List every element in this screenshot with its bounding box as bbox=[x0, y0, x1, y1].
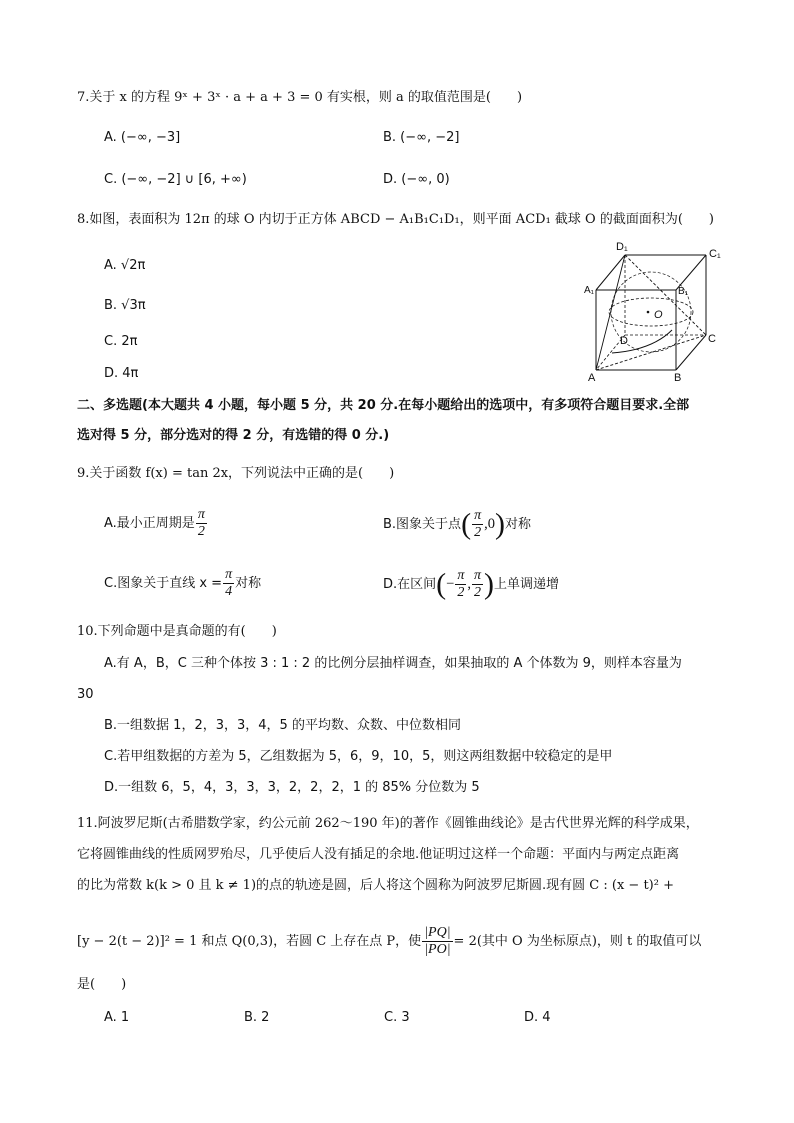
q10-option-a-line2: 30 bbox=[77, 687, 94, 702]
q11-option-c: C. 3 bbox=[384, 1010, 410, 1025]
q9-option-d-text: D.在区间 bbox=[383, 577, 437, 592]
q11-line4-end: = 2(其中 O 为坐标原点)，则 t 的取值可以 bbox=[453, 934, 702, 949]
q9-option-d-tail: 上单调递增 bbox=[494, 577, 560, 592]
q9-option-c: C.图象关于直线 x = $\frac{\pi}{4}$ 对称 bbox=[104, 567, 262, 599]
label-a1: A₁ bbox=[584, 285, 595, 296]
q11-line5: 是( ) bbox=[77, 977, 127, 992]
label-c: C bbox=[708, 333, 716, 345]
q9-option-b-text: B.图象关于点 bbox=[383, 517, 462, 532]
q7-option-a: A. (−∞, −3] bbox=[104, 130, 181, 145]
q8-option-c: C. 2π bbox=[104, 334, 138, 349]
sphere-equator bbox=[609, 298, 693, 326]
q10-option-d: D.一组数 6，5，4，3，3，3，2，2，2，1 的 85% 分位数为 5 bbox=[104, 780, 480, 795]
label-a: A bbox=[588, 372, 596, 384]
q11-line3: 的比为常数 k(k > 0 且 k ≠ 1)的点的轨迹是圆，后人将这个圆称为阿波罗尼斯圆.现有圆 C : (x − t)² + bbox=[77, 878, 674, 893]
q9-stem: 9.关于函数 f(x) = tan 2x，下列说法中正确的是( ) bbox=[77, 466, 395, 481]
q11-line4-start: [y − 2(t − 2)]² = 1 和点 Q(0,3)，若圆 C 上存在点 P，使 bbox=[77, 934, 422, 949]
label-o: O bbox=[654, 309, 663, 321]
q8-option-a: A. √2π bbox=[104, 258, 146, 273]
q7-option-b: B. (−∞, −2] bbox=[383, 130, 460, 145]
q9-option-b-tail: 对称 bbox=[504, 517, 531, 532]
q7-option-c: C. (−∞, −2] ∪ [6, +∞) bbox=[104, 172, 247, 187]
q9-option-b: B.图象关于点( $\frac{\pi}{2}$ ,0)对称 bbox=[383, 507, 531, 541]
q9-option-a bbox=[104, 506, 208, 542]
section2-heading-line2: 选对得 5 分，部分选对的得 2 分，有选错的得 0 分.) bbox=[77, 428, 390, 443]
center-point bbox=[647, 311, 650, 314]
pq-over-po-fraction: $\frac{|PQ|}{|PO|}$ bbox=[424, 925, 451, 957]
cube-sphere-figure bbox=[582, 238, 732, 386]
q10-option-c: C.若甲组数据的方差为 5，乙组数据为 5，6，9，10，5，则这两组数据中较稳定的是甲 bbox=[104, 749, 613, 764]
pi-over-2-fraction: $\frac{\pi}{2}$ bbox=[197, 507, 205, 539]
q11-option-d: D. 4 bbox=[524, 1010, 551, 1025]
q10-option-b: B.一组数据 1，2，3，3，4，5 的平均数、众数、中位数相同 bbox=[104, 718, 461, 733]
q8-stem: 8.如图，表面积为 12π 的球 O 内切于正方体 ABCD − A₁B₁C₁D₁，则平面 ACD₁ 截球 O 的截面面积为( ) bbox=[77, 212, 714, 227]
q8-option-b: B. √3π bbox=[104, 298, 146, 313]
q11-option-b: B. 2 bbox=[244, 1010, 270, 1025]
cube-edge bbox=[676, 335, 706, 370]
q9-option-c-text: C.图象关于直线 x = bbox=[104, 576, 223, 591]
q11-line2: 它将圆锥曲线的性质网罗殆尽，几乎使后人没有插足的余地.他证明过这样一个命题：平面内与两定点距离 bbox=[77, 847, 680, 862]
label-b1: B₁ bbox=[678, 286, 689, 297]
label-d1: D₁ bbox=[616, 241, 628, 253]
label-b: B bbox=[674, 372, 682, 384]
q9-option-a-text: A.最小正周期是 bbox=[104, 516, 195, 531]
section2-heading-line1: 二、多选题(本大题共 4 小题，每小题 5 分，共 20 分.在每小题给出的选项中，有多项符合题目要求.全部 bbox=[77, 398, 690, 413]
section-line bbox=[625, 255, 706, 335]
q7-option-d: D. (−∞, 0) bbox=[383, 172, 450, 187]
q9-option-d: D.在区间(− $\frac{\pi}{2}$ , $\frac{\pi}{2}$ )上单调递增 bbox=[383, 567, 560, 601]
q11-option-a: A. 1 bbox=[104, 1010, 130, 1025]
q9-option-c-tail: 对称 bbox=[235, 576, 262, 591]
q8-option-d: D. 4π bbox=[104, 366, 139, 381]
q11-line4 bbox=[77, 922, 701, 962]
label-c1: C₁ bbox=[709, 248, 721, 260]
q11-line1: 11.阿波罗尼斯(古希腊数学家，约公元前 262～190 年)的著作《圆锥曲线论》是古代世界光辉的科学成果， bbox=[77, 816, 699, 831]
q10-stem: 10.下列命题中是真命题的有( ) bbox=[77, 624, 277, 639]
q10-option-a-line1: A.有 A，B，C 三种个体按 3 : 1 : 2 的比例分层抽样调查，如果抽取的 A 个体数为 9，则样本容量为 bbox=[104, 656, 682, 671]
label-d: D bbox=[620, 335, 628, 347]
q7-stem: 7.关于 x 的方程 9ˣ + 3ˣ · a + a + 3 = 0 有实根，则 a 的取值范围是( ) bbox=[77, 90, 523, 105]
